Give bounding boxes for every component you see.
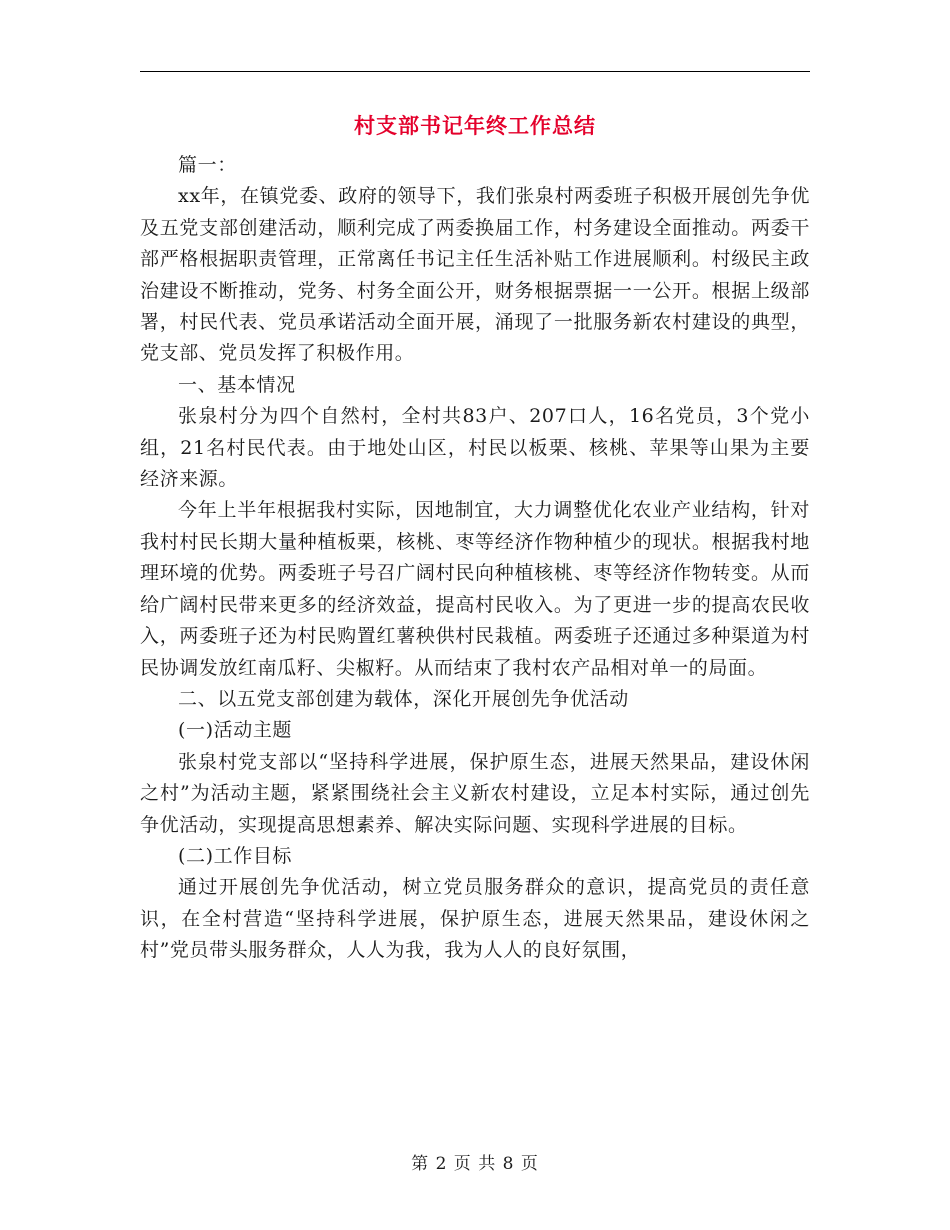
- paragraph-section-label: 篇一：: [178, 154, 237, 176]
- paragraph-village-overview: 张泉村分为四个自然村，全村共83户、207口人，16名党员，3个党小组，21名村民代表。由于地处山区，村民以板栗、核桃、苹果等山果为主要经济来源。: [140, 405, 810, 491]
- heading-party-branch: 二、以五党支部创建为载体，深化开展创先争优活动: [178, 687, 629, 710]
- heading-basic-situation: 一、基本情况: [178, 373, 296, 396]
- header-rule: [140, 71, 810, 72]
- paragraph-agriculture: 今年上半年根据我村实际，因地制宜，大力调整优化农业产业结构，针对我村村民长期大量种植板栗，核桃、枣等经济作物种植少的现状。根据我村地理环境的优势。两委班子号召广阔村民向种植核桃、枣等经济作物转变。从而给广阔村民带来更多的经济效益，提高村民收入。为了更进一步的提高农民收入，两委班子还为村民购置红薯秧供村民栽植。两委班子还通过多种渠道为村民协调发放红南瓜籽、尖椒籽。从而结束了我村农产品相对单一的局面。: [140, 499, 810, 679]
- paragraph-intro: xx年，在镇党委、政府的领导下，我们张泉村两委班子积极开展创先争优及五党支部创建活动，顺利完成了两委换届工作，村务建设全面推动。两委干部严格根据职责管理，正常离任书记主任生活补贴工作进展顺利。村级民主政治建设不断推动，党务、村务全面公开，财务根据票据一一公开。根据上级部署，村民代表、党员承诺活动全面开展，涌现了一批服务新农村建设的典型，党支部、党员发挥了积极作用。: [140, 185, 810, 365]
- subheading-work-goals: (二)工作目标: [178, 844, 293, 867]
- subheading-activity-theme: (一)活动主题: [178, 719, 293, 742]
- document-body: [140, 150, 810, 967]
- page-number: 第 2 页 共 8 页: [411, 1154, 539, 1174]
- paragraph-work-goals: 通过开展创先争优活动，树立党员服务群众的意识，提高党员的责任意识，在全村营造“坚持科学进展，保护原生态，进展天然果品，建设休闲之村”党员带头服务群众，人人为我，我为人人的良好氛围，: [140, 876, 810, 962]
- paragraph-activity-theme: 张泉村党支部以“坚持科学进展，保护原生态，进展天然果品，建设休闲之村”为活动主题，紧紧围绕社会主义新农村建设，立足本村实际，通过创先争优活动，实现提高思想素养、解决实际问题、实现科学进展的目标。: [140, 750, 810, 836]
- document-title: 村支部书记年终工作总结: [354, 113, 596, 138]
